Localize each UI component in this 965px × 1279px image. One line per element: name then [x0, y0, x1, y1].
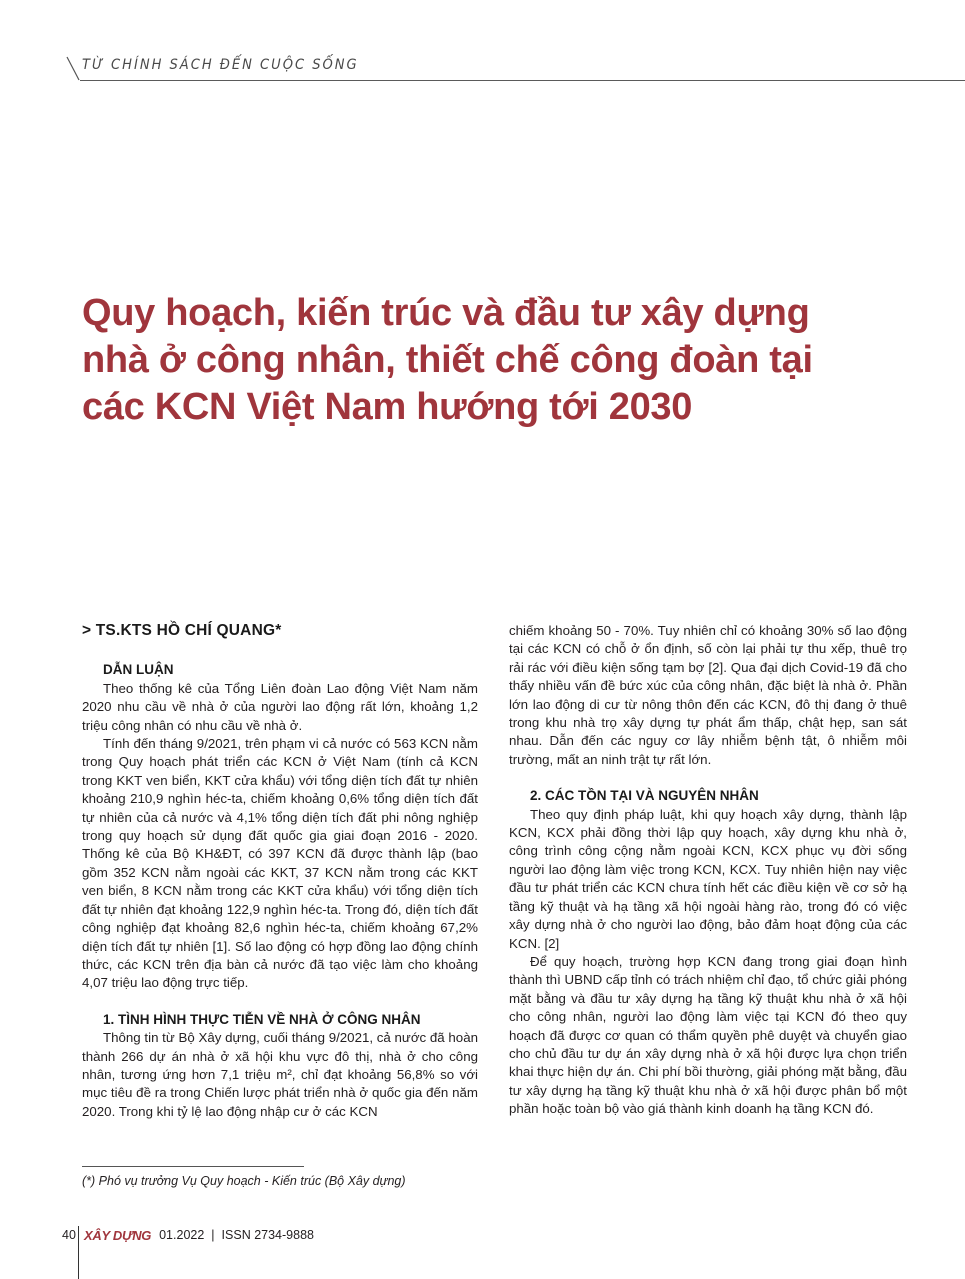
- footnote-rule: [82, 1166, 304, 1167]
- footer-separator: |: [211, 1228, 215, 1242]
- header-slash-icon: [66, 55, 80, 81]
- intro-heading: DẪN LUẬN: [103, 662, 174, 678]
- intro-paragraph-1: Theo thống kê của Tổng Liên đoàn Lao động Việt Nam năm 2020 nhu cầu về nhà ở của người lao động rất lớn, khoảng 1,2 triệu công nhân có nhu cầu về nhà ở.: [82, 680, 478, 733]
- section-1-paragraph-1-continued: chiếm khoảng 50 - 70%. Tuy nhiên chỉ có khoảng 30% số lao động tại các KCN có chỗ ở ổn định, số còn lại phải tự thu xếp, thuê trọ rải rác với điều kiện sống tạm bợ [2]. Qua đại dịch Covid-19 đã cho thấy nhiều vấn đề bức xúc của công nhân, đặc biệt là nhà ở. Phần lớn lao động di cư từ nông thôn đến các KCN, đô thị đang ở thuê trong khu nhà trọ xây dựng tự phát ẩm thấp, chật hẹp, san sát nhau. Dẫn đến các nguy cơ lây nhiễm bệnh tật, ô nhiễm môi trường, mất an ninh trật tự rất lớn.: [509, 623, 907, 767]
- title-line: Quy hoạch, kiến trúc và đầu tư xây dựng: [82, 292, 810, 334]
- title-line: nhà ở công nhân, thiết chế công đoàn tại: [82, 339, 813, 381]
- section-2-paragraph-1: Theo quy định pháp luật, khi quy hoạch xây dựng, thành lập KCN, KCX phải đồng thời lập quy hoạch, xây dựng khu nhà ở, công trình công cộng nằm ngoài KCN, KCX phục vụ đời sống người lao động làm việc trong KCN, KCX. Tuy nhiên hiện nay việc đầu tư phát triển các KCN chưa tính hết các điều kiện về cơ sở hạ tầng kỹ thuật và hạ tầng xã hội ngoài hàng rào, trong đó có việc xây dựng nhà ở cho người lao động, bảo đảm hoạt động của các KCN. [2]: [509, 806, 907, 951]
- section-2-paragraph-2: Để quy hoạch, trường hợp KCN đang trong giai đoạn hình thành thì UBND cấp tỉnh có trách nhiệm chỉ đạo, tổ chức giải phóng mặt bằng và đầu tư xây dựng hạ tầng kỹ thuật khu nhà ở xã hội cho công nhân, người lao động làm việc tại KCN đó theo quy hoạch đã được cơ quan có thẩm quyền phê duyệt và chuyển giao cho chủ đầu tư dự án xây dựng nhà ở xã hội được lựa chọn triển khai thực hiện dự án. Chi phí bồi thường, giải phóng mặt bằng, đầu tư xây dựng hạ tầng kỹ thuật khu nhà ở xã hội được phân bổ một phần hoặc toàn bộ vào giá thành kinh doanh hạ tầng KCN đó.: [509, 953, 907, 1117]
- footnote: (*) Phó vụ trưởng Vụ Quy hoạch - Kiến trúc (Bộ Xây dựng): [82, 1174, 406, 1188]
- left-column: [82, 622, 478, 1121]
- author-byline: > TS.KTS HỒ CHÍ QUANG*: [82, 622, 282, 639]
- issue-number: 01.2022: [159, 1228, 205, 1242]
- section-2-heading: 2. CÁC TỒN TẠI VÀ NGUYÊN NHÂN: [530, 788, 759, 804]
- issn: ISSN 2734-9888: [221, 1228, 314, 1242]
- title-line: các KCN Việt Nam hướng tới 2030: [82, 386, 693, 428]
- section-label: TỪ CHÍNH SÁCH ĐẾN CUỘC SỐNG: [82, 57, 359, 73]
- right-column: [509, 622, 907, 1119]
- page-footer: [62, 1226, 314, 1244]
- header-rule: [80, 80, 965, 81]
- intro-paragraph-2: Tính đến tháng 9/2021, trên phạm vi cả nước có 563 KCN nằm trong Quy hoạch phát triển các KCN ở Việt Nam (tính cả KCN trong KKT ven biển, KKT cửa khẩu) với tổng diện tích đất tự nhiên khoảng 210,9 nghìn héc-ta, chiếm khoảng 0,6% tổng diện tích đất tự nhiên của cả nước và 4,1% tổng diện tích đất phi nông nghiệp trong quy hoạch sử dụng đất quốc gia giai đoạn 2016 - 2020. Thống kê của Bộ KH&ĐT, có 397 KCN đã được thành lập (bao gồm 352 KCN nằm ngoài các KKT, 37 KCN nằm trong các KKT ven biển, 8 KCN nằm trong các KKT cửa khẩu) với tổng diện tích đất tự nhiên đạt khoảng 122,9 nghìn héc-ta. Trong đó, diện tích đất công nghiệp đạt khoảng 82,6 nghìn héc-ta, chiếm khoảng 67,2% diện tích đất tự nhiên [1]. Số lao động có hợp đồng lao động chính thức, các KCN trên địa bàn cả nước đã tạo việc làm cho khoảng 4,07 triệu lao động trực tiếp.: [82, 736, 478, 991]
- magazine-logo: XÂY DỰNG: [84, 1227, 152, 1243]
- section-1-heading: 1. TÌNH HÌNH THỰC TIỄN VỀ NHÀ Ở CÔNG NHÂN: [103, 1011, 421, 1027]
- page-number: 40: [62, 1228, 76, 1242]
- article-title: [82, 290, 862, 431]
- section-1-paragraph-1: Thông tin từ Bộ Xây dựng, cuối tháng 9/2021, cả nước đã hoàn thành 266 dự án nhà ở xã hội khu vực đô thị, nhà ở cho công nhân, tương ứng hơn 7,1 triệu m², chỉ đạt khoảng 56,8% so với mục tiêu đề ra trong Chiến lược phát triển nhà ở quốc gia đến năm 2020. Trong khi tỷ lệ lao động nhập cư ở các KCN: [82, 1030, 478, 1119]
- section-header: [62, 55, 965, 81]
